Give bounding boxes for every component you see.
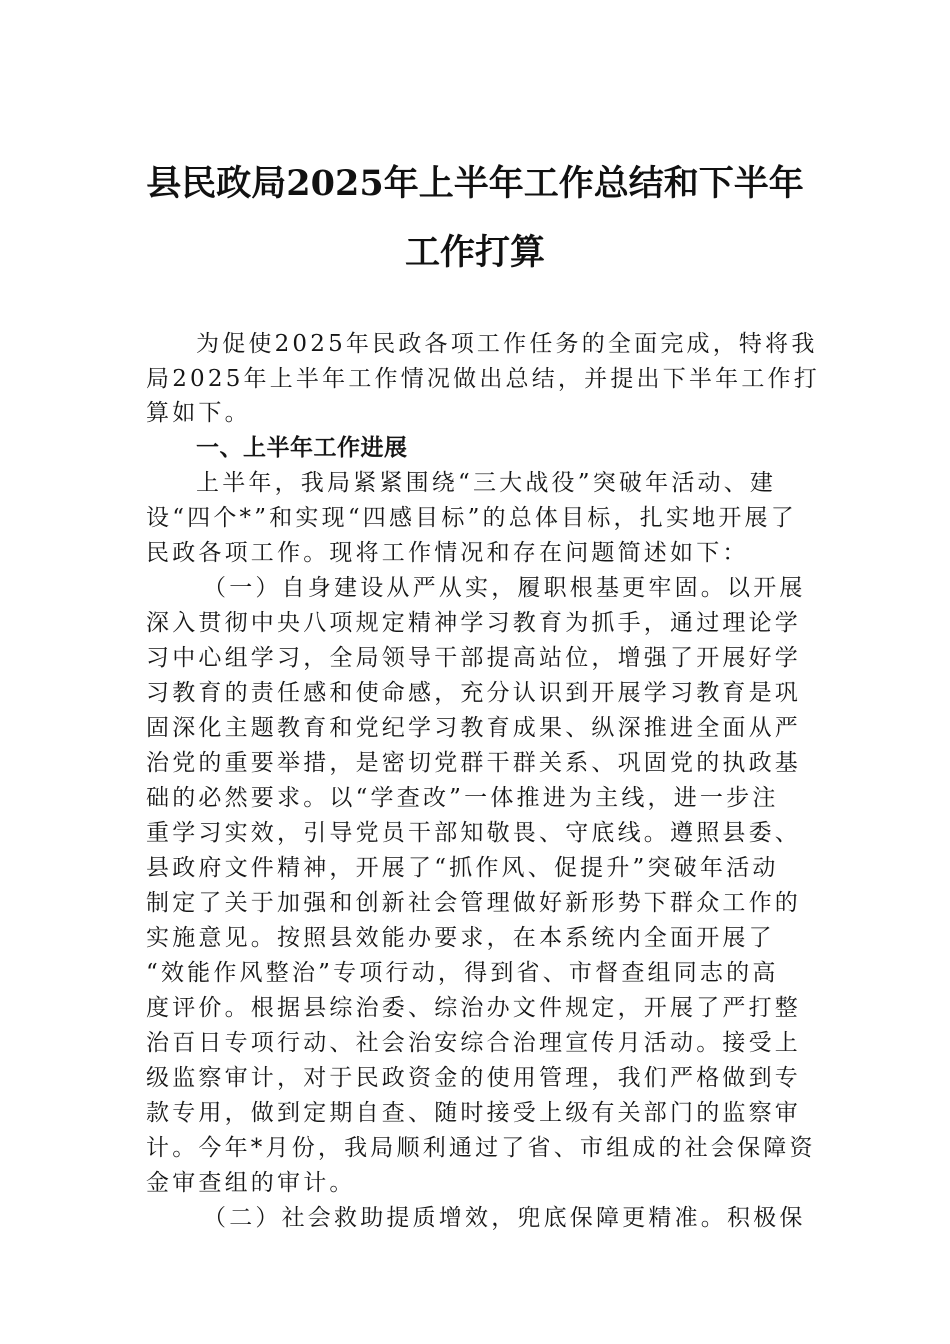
paragraph-line: 实施意见。按照县效能办要求，在本系统内全面开展了 [146, 925, 775, 951]
paragraph-line: 上半年，我局紧紧围绕“三大战役”突破年活动、建 [196, 470, 777, 496]
paragraph-line: 习中心组学习，全局领导干部提高站位，增强了开展好学 [146, 645, 801, 671]
intro-line: 算如下。 [146, 400, 251, 426]
paragraph-line: 级监察审计，对于民政资金的使用管理，我们严格做到专 [146, 1065, 801, 1091]
paragraph-line: 制定了关于加强和创新社会管理做好新形势下群众工作的 [146, 890, 801, 916]
intro-line: 局2025年上半年工作情况做出总结，并提出下半年工作打 [146, 366, 820, 392]
paragraph-line: 款专用，做到定期自查、随时接受上级有关部门的监察审 [146, 1100, 801, 1126]
paragraph-line: “效能作风整治”专项行动，得到省、市督查组同志的高 [146, 960, 779, 986]
paragraph-line: 深入贯彻中央八项规定精神学习教育为抓手，通过理论学 [146, 610, 801, 636]
paragraph-line: 金审查组的审计。 [146, 1170, 356, 1196]
paragraph-line: 础的必然要求。以“学查改”一体推进为主线，进一步注 [146, 785, 779, 811]
subsection-line: （二）社会救助提质增效，兜底保障更精准。积极保 [203, 1205, 806, 1231]
paragraph-line: 县政府文件精神，开展了“抓作风、促提升”突破年活动 [146, 855, 779, 881]
paragraph-line: 计。今年*月份，我局顺利通过了省、市组成的社会保障资 [146, 1135, 816, 1161]
paragraph-line: 固深化主题教育和党纪学习教育成果、纵深推进全面从严 [146, 715, 801, 741]
paragraph-line: 民政各项工作。现将工作情况和存在问题简述如下： [146, 540, 749, 566]
paragraph-line: 设“四个*”和实现“四感目标”的总体目标，扎实地开展了 [146, 505, 797, 531]
paragraph-line: 治百日专项行动、社会治安综合治理宣传月活动。接受上 [146, 1030, 801, 1056]
document-title-line1: 县民政局2025年上半年工作总结和下半年 [146, 163, 804, 204]
paragraph-line: 习教育的责任感和使命感，充分认识到开展学习教育是巩 [146, 680, 801, 706]
paragraph-line: 治党的重要举措，是密切党群干群关系、巩固党的执政基 [146, 750, 801, 776]
paragraph-line: 重学习实效，引导党员干部知敬畏、守底线。遵照县委、 [146, 820, 801, 846]
intro-line: 为促使2025年民政各项工作任务的全面完成，特将我 [196, 331, 818, 357]
paragraph-line: 度评价。根据县综治委、综治办文件规定，开展了严打整 [146, 995, 801, 1021]
section-heading: 一、上半年工作进展 [196, 435, 408, 461]
document-title-line2: 工作打算 [404, 232, 545, 273]
subsection-line: （一）自身建设从严从实，履职根基更牢固。以开展 [203, 575, 806, 601]
